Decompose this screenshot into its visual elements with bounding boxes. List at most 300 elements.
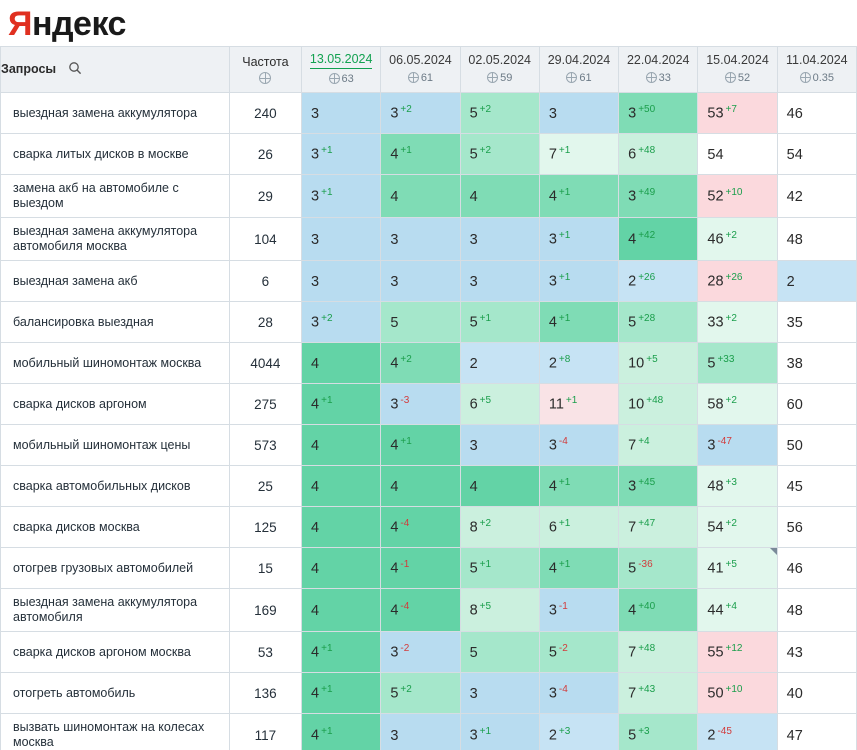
position-cell[interactable] <box>460 466 539 507</box>
visibility-icon <box>329 73 340 84</box>
magnifier-icon[interactable] <box>68 61 82 78</box>
position-cell[interactable] <box>539 93 618 134</box>
position-cell[interactable] <box>381 218 460 261</box>
position-value: 48 <box>707 478 724 495</box>
position-value: 3 <box>548 231 557 248</box>
position-delta: +2 <box>479 104 492 116</box>
frequency-cell: 169 <box>229 589 301 632</box>
position-value: 4 <box>311 644 320 661</box>
visibility-icon <box>800 72 811 83</box>
date-visibility <box>540 71 618 86</box>
column-header-date[interactable] <box>777 47 856 93</box>
position-value: 6 <box>548 519 557 536</box>
position-cell[interactable] <box>619 632 698 673</box>
frequency-header-label: Частота <box>242 55 289 69</box>
position-delta: +2 <box>321 313 333 325</box>
position-cell[interactable] <box>619 589 698 632</box>
position-value: 52 <box>707 188 724 205</box>
position-value: 3 <box>469 231 478 248</box>
position-delta: -4 <box>400 601 410 613</box>
visibility-icon <box>646 72 657 83</box>
table-row[interactable] <box>1 134 857 175</box>
query-cell[interactable]: сварка литых дисков в москве <box>1 134 230 175</box>
position-value: 46 <box>707 231 724 248</box>
position-value: 4 <box>469 188 478 205</box>
date-label: 15.04.2024 <box>706 53 769 67</box>
position-delta: +26 <box>638 272 656 284</box>
position-value: 3 <box>469 273 478 290</box>
position-value: 4 <box>311 478 320 495</box>
position-cell[interactable] <box>302 384 381 425</box>
position-cell[interactable] <box>381 466 460 507</box>
logo-prefix: Я <box>8 5 32 43</box>
position-cell[interactable] <box>381 302 460 343</box>
position-delta: +3 <box>558 726 571 738</box>
position-value: 60 <box>786 396 803 413</box>
position-value: 44 <box>707 602 724 619</box>
position-cell[interactable] <box>539 673 618 714</box>
position-cell[interactable] <box>619 261 698 302</box>
position-cell[interactable] <box>777 632 856 673</box>
position-value: 6 <box>469 396 478 413</box>
position-value: 4 <box>469 478 478 495</box>
position-delta: +1 <box>479 726 492 738</box>
position-delta: +1 <box>558 559 571 571</box>
position-delta: +4 <box>638 436 650 448</box>
query-cell[interactable]: мобильный шиномонтаж цены <box>1 425 230 466</box>
position-value: 3 <box>707 437 716 454</box>
position-cell[interactable] <box>302 218 381 261</box>
query-cell[interactable]: выездная замена аккумулятора автомобиля москва <box>1 218 230 261</box>
position-value: 3 <box>469 685 478 702</box>
position-delta: +8 <box>558 354 571 366</box>
position-delta: +48 <box>638 145 656 157</box>
position-cell[interactable] <box>460 175 539 218</box>
visibility-value: 63 <box>341 73 354 85</box>
position-delta: +1 <box>558 230 571 242</box>
position-value: 4 <box>628 602 637 619</box>
position-cell[interactable] <box>698 632 777 673</box>
position-value: 4 <box>390 519 399 536</box>
position-value: 6 <box>628 146 637 163</box>
position-cell[interactable] <box>777 93 856 134</box>
position-delta: -47 <box>717 436 732 448</box>
position-cell[interactable] <box>698 134 777 175</box>
position-value: 7 <box>628 644 637 661</box>
position-delta: +3 <box>638 726 650 738</box>
position-cell[interactable] <box>302 632 381 673</box>
position-delta: +1 <box>321 187 333 199</box>
position-cell[interactable] <box>619 218 698 261</box>
position-cell[interactable] <box>777 673 856 714</box>
position-cell[interactable] <box>302 507 381 548</box>
frequency-cell: 15 <box>229 548 301 589</box>
position-delta: +1 <box>321 726 333 738</box>
globe-icon <box>259 72 271 84</box>
position-cell[interactable] <box>302 261 381 302</box>
position-value: 3 <box>390 105 399 122</box>
position-cell[interactable] <box>381 548 460 589</box>
position-cell[interactable] <box>539 714 618 750</box>
position-value: 3 <box>390 644 399 661</box>
position-cell[interactable] <box>460 589 539 632</box>
column-header-date[interactable] <box>539 47 618 93</box>
position-delta: +5 <box>646 354 658 366</box>
position-value: 10 <box>628 396 645 413</box>
column-header-queries[interactable] <box>1 47 230 93</box>
position-cell[interactable] <box>302 673 381 714</box>
position-value: 4 <box>311 727 320 744</box>
position-delta: +49 <box>638 187 656 199</box>
position-cell[interactable] <box>777 302 856 343</box>
frequency-cell: 573 <box>229 425 301 466</box>
position-value: 3 <box>311 314 320 331</box>
position-value: 3 <box>469 727 478 744</box>
position-cell[interactable] <box>460 302 539 343</box>
column-header-date[interactable] <box>302 47 381 93</box>
position-value: 5 <box>628 560 637 577</box>
position-cell[interactable] <box>302 425 381 466</box>
position-value: 4 <box>390 560 399 577</box>
position-cell[interactable] <box>619 714 698 750</box>
position-cell[interactable] <box>619 507 698 548</box>
position-cell[interactable] <box>777 218 856 261</box>
position-cell[interactable] <box>539 507 618 548</box>
position-cell[interactable] <box>619 134 698 175</box>
position-cell[interactable] <box>539 134 618 175</box>
table-header <box>1 47 857 93</box>
position-cell[interactable] <box>539 384 618 425</box>
position-cell[interactable] <box>302 548 381 589</box>
position-delta: +2 <box>725 518 737 530</box>
date-visibility <box>698 71 776 86</box>
position-cell[interactable] <box>777 714 856 750</box>
date-visibility <box>381 71 459 86</box>
table-row[interactable] <box>1 261 857 302</box>
date-label: 06.05.2024 <box>389 53 452 67</box>
position-value: 2 <box>786 273 795 290</box>
position-value: 5 <box>548 644 557 661</box>
position-value: 4 <box>390 478 399 495</box>
position-value: 58 <box>707 396 724 413</box>
table-row[interactable] <box>1 548 857 589</box>
position-cell[interactable] <box>539 218 618 261</box>
position-value: 3 <box>311 273 320 290</box>
position-cell[interactable] <box>619 548 698 589</box>
table-row[interactable] <box>1 93 857 134</box>
position-delta: +2 <box>725 230 737 242</box>
date-label: 02.05.2024 <box>468 53 531 67</box>
query-cell[interactable]: замена акб на автомобиле с выездом <box>1 175 230 218</box>
table-row[interactable] <box>1 714 857 750</box>
position-cell[interactable] <box>302 175 381 218</box>
position-delta: +1 <box>400 436 412 448</box>
position-value: 50 <box>707 685 724 702</box>
frequency-cell: 29 <box>229 175 301 218</box>
column-header-date[interactable] <box>619 47 698 93</box>
position-delta: +50 <box>638 104 656 116</box>
table-row[interactable] <box>1 218 857 261</box>
position-value: 3 <box>548 602 557 619</box>
position-delta: +2 <box>400 684 412 696</box>
position-cell[interactable] <box>381 134 460 175</box>
position-value: 3 <box>628 478 637 495</box>
position-cell[interactable] <box>381 93 460 134</box>
query-cell[interactable]: отогреть автомобиль <box>1 673 230 714</box>
position-value: 55 <box>707 644 724 661</box>
table-row[interactable] <box>1 632 857 673</box>
position-cell[interactable] <box>619 93 698 134</box>
query-cell[interactable]: выездная замена акб <box>1 261 230 302</box>
query-cell[interactable]: сварка дисков москва <box>1 507 230 548</box>
position-cell[interactable] <box>698 507 777 548</box>
table-row[interactable] <box>1 175 857 218</box>
visibility-icon <box>408 72 419 83</box>
position-value: 10 <box>628 355 645 372</box>
frequency-cell: 53 <box>229 632 301 673</box>
position-value: 4 <box>390 602 399 619</box>
query-cell[interactable]: сварка дисков аргоном москва <box>1 632 230 673</box>
query-cell[interactable]: выездная замена аккумулятора автомобиля <box>1 589 230 632</box>
position-cell[interactable] <box>698 343 777 384</box>
position-cell[interactable] <box>381 384 460 425</box>
position-delta: +2 <box>479 145 492 157</box>
table-body <box>1 93 857 750</box>
position-delta: +10 <box>725 684 743 696</box>
position-delta: +45 <box>638 477 656 489</box>
queries-header-label: Запросы <box>1 61 57 76</box>
position-value: 3 <box>311 105 320 122</box>
position-cell[interactable] <box>619 384 698 425</box>
table-row[interactable] <box>1 343 857 384</box>
position-value: 3 <box>390 727 399 744</box>
date-visibility <box>619 71 697 86</box>
position-cell[interactable] <box>777 343 856 384</box>
position-delta: +10 <box>725 187 743 199</box>
position-cell[interactable] <box>777 466 856 507</box>
position-cell[interactable] <box>460 714 539 750</box>
position-cell[interactable] <box>381 589 460 632</box>
position-delta: +2 <box>400 104 412 116</box>
position-cell[interactable] <box>619 466 698 507</box>
position-value: 4 <box>390 437 399 454</box>
position-cell[interactable] <box>777 548 856 589</box>
position-delta: -45 <box>717 726 732 738</box>
query-cell[interactable]: мобильный шиномонтаж москва <box>1 343 230 384</box>
position-cell[interactable] <box>460 93 539 134</box>
position-cell[interactable] <box>460 384 539 425</box>
position-cell[interactable] <box>302 134 381 175</box>
position-cell[interactable] <box>460 507 539 548</box>
position-value: 7 <box>628 685 637 702</box>
position-value: 5 <box>628 727 637 744</box>
position-value: 53 <box>707 105 724 122</box>
position-cell[interactable] <box>698 673 777 714</box>
position-value: 56 <box>786 519 803 536</box>
position-value: 3 <box>628 188 637 205</box>
position-cell[interactable] <box>539 425 618 466</box>
position-cell[interactable] <box>777 261 856 302</box>
position-value: 2 <box>548 727 557 744</box>
position-value: 3 <box>628 105 637 122</box>
position-value: 5 <box>469 105 478 122</box>
position-cell[interactable] <box>777 134 856 175</box>
position-value: 5 <box>469 314 478 331</box>
position-cell[interactable] <box>381 673 460 714</box>
query-cell[interactable]: выездная замена аккумулятора <box>1 93 230 134</box>
frequency-cell: 28 <box>229 302 301 343</box>
position-cell[interactable] <box>698 261 777 302</box>
column-header-date[interactable] <box>460 47 539 93</box>
position-cell[interactable] <box>777 589 856 632</box>
position-cell[interactable] <box>698 714 777 750</box>
position-cell[interactable] <box>698 589 777 632</box>
position-value: 5 <box>628 314 637 331</box>
position-cell[interactable] <box>698 384 777 425</box>
position-value: 5 <box>390 685 399 702</box>
frequency-cell: 136 <box>229 673 301 714</box>
position-cell[interactable] <box>619 302 698 343</box>
date-label: 11.04.2024 <box>786 53 848 67</box>
position-cell[interactable] <box>460 425 539 466</box>
position-value: 3 <box>469 437 478 454</box>
position-delta: +4 <box>725 601 737 613</box>
position-cell[interactable] <box>460 548 539 589</box>
table-row[interactable] <box>1 673 857 714</box>
position-value: 2 <box>469 355 478 372</box>
position-cell[interactable] <box>539 302 618 343</box>
position-value: 3 <box>548 685 557 702</box>
position-value: 46 <box>786 105 803 122</box>
column-header-date[interactable] <box>381 47 460 93</box>
position-cell[interactable] <box>698 175 777 218</box>
position-cell[interactable] <box>777 425 856 466</box>
table-row[interactable] <box>1 466 857 507</box>
position-cell[interactable] <box>302 343 381 384</box>
position-value: 4 <box>548 314 557 331</box>
position-cell[interactable] <box>619 343 698 384</box>
position-value: 4 <box>311 602 320 619</box>
position-delta: +7 <box>725 104 737 116</box>
position-cell[interactable] <box>698 466 777 507</box>
position-cell[interactable] <box>381 175 460 218</box>
position-cell[interactable] <box>698 93 777 134</box>
position-cell[interactable] <box>539 548 618 589</box>
position-value: 7 <box>548 146 557 163</box>
position-cell[interactable] <box>619 673 698 714</box>
position-cell[interactable] <box>460 343 539 384</box>
position-cell[interactable] <box>619 175 698 218</box>
logo-rest: ндекс <box>31 5 126 43</box>
position-cell[interactable] <box>777 507 856 548</box>
position-value: 4 <box>548 560 557 577</box>
position-cell[interactable] <box>777 384 856 425</box>
position-cell[interactable] <box>539 261 618 302</box>
position-cell[interactable] <box>460 218 539 261</box>
position-cell[interactable] <box>460 632 539 673</box>
table-row[interactable] <box>1 425 857 466</box>
position-cell[interactable] <box>381 343 460 384</box>
position-delta: +1 <box>558 313 571 325</box>
position-cell[interactable] <box>302 466 381 507</box>
position-cell[interactable] <box>698 218 777 261</box>
position-cell[interactable] <box>619 425 698 466</box>
position-value: 8 <box>469 602 478 619</box>
position-delta: -4 <box>400 518 410 530</box>
position-cell[interactable] <box>460 673 539 714</box>
position-value: 50 <box>786 437 803 454</box>
table-row[interactable] <box>1 507 857 548</box>
position-cell[interactable] <box>698 425 777 466</box>
position-cell[interactable] <box>381 632 460 673</box>
query-cell[interactable]: сварка автомобильных дисков <box>1 466 230 507</box>
position-cell[interactable] <box>302 93 381 134</box>
position-delta: +3 <box>725 477 737 489</box>
position-cell[interactable] <box>539 466 618 507</box>
position-delta: +1 <box>558 518 571 530</box>
position-cell[interactable] <box>539 589 618 632</box>
position-delta: +47 <box>638 518 656 530</box>
position-value: 33 <box>707 314 724 331</box>
table-row[interactable] <box>1 589 857 632</box>
position-delta: +1 <box>558 272 571 284</box>
query-cell[interactable]: отогрев грузовых автомобилей <box>1 548 230 589</box>
position-cell[interactable] <box>539 343 618 384</box>
position-delta: +2 <box>725 395 737 407</box>
position-cell[interactable] <box>302 714 381 750</box>
position-value: 4 <box>311 519 320 536</box>
position-value: 3 <box>390 396 399 413</box>
position-value: 46 <box>786 560 803 577</box>
position-cell[interactable] <box>698 302 777 343</box>
date-visibility <box>302 72 380 87</box>
position-delta: +42 <box>638 230 656 242</box>
position-value: 4 <box>548 478 557 495</box>
position-value: 4 <box>311 396 320 413</box>
table-row[interactable] <box>1 384 857 425</box>
position-cell[interactable] <box>381 507 460 548</box>
position-cell[interactable] <box>539 632 618 673</box>
table-row[interactable] <box>1 302 857 343</box>
position-value: 40 <box>786 685 803 702</box>
position-value: 7 <box>628 519 637 536</box>
column-header-frequency[interactable] <box>229 47 301 93</box>
position-delta: +1 <box>479 313 492 325</box>
query-cell[interactable]: балансировка выездная <box>1 302 230 343</box>
position-delta: -2 <box>558 643 568 655</box>
query-cell[interactable]: сварка дисков аргоном <box>1 384 230 425</box>
frequency-cell: 117 <box>229 714 301 750</box>
visibility-value: 52 <box>737 72 751 84</box>
query-cell[interactable]: вызвать шиномонтаж на колесах москва <box>1 714 230 750</box>
position-cell[interactable] <box>302 302 381 343</box>
position-cell[interactable] <box>381 261 460 302</box>
position-cell[interactable] <box>698 548 777 589</box>
position-cell[interactable] <box>460 261 539 302</box>
column-header-date[interactable] <box>698 47 777 93</box>
position-cell[interactable] <box>302 589 381 632</box>
position-cell[interactable] <box>460 134 539 175</box>
position-value: 4 <box>548 188 557 205</box>
position-cell[interactable] <box>381 425 460 466</box>
yandex-logo[interactable] <box>8 5 126 43</box>
position-cell[interactable] <box>381 714 460 750</box>
position-delta: +2 <box>725 313 737 325</box>
position-cell[interactable] <box>539 175 618 218</box>
position-value: 5 <box>469 146 478 163</box>
position-cell[interactable] <box>777 175 856 218</box>
position-value: 28 <box>707 273 724 290</box>
